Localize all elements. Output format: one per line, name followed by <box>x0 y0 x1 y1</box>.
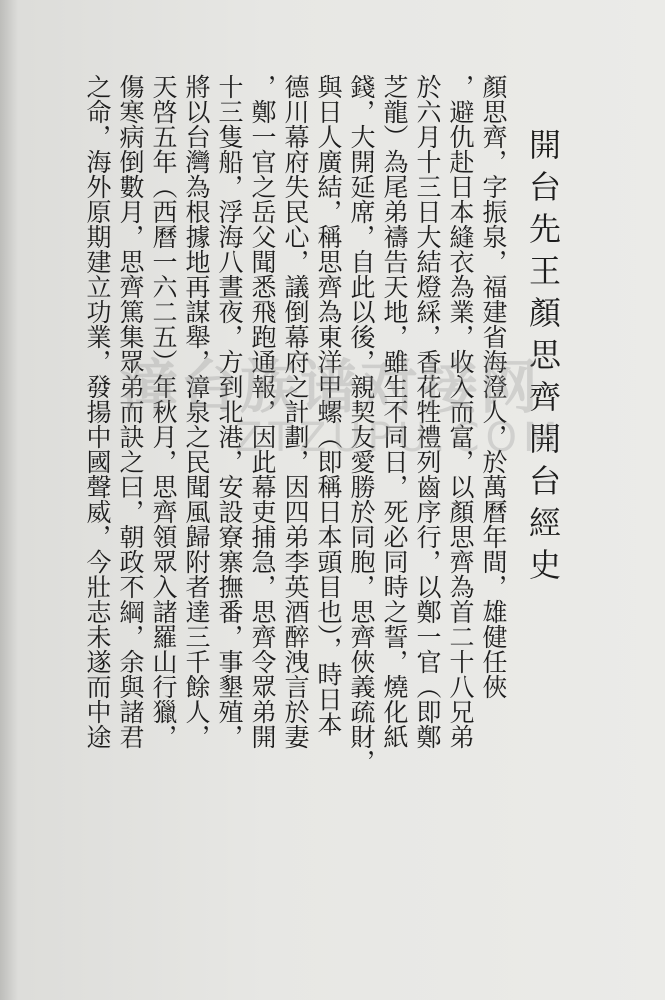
text-column-1: 顏思齊，字振泉，福建省海澄人，於萬曆年間，雄健任俠 <box>479 74 508 699</box>
text-column-12: 傷寒病倒數月，思齊篤集眾弟而訣之曰，朝政不綱，余與諸君 <box>116 74 145 749</box>
text-column-10: 將以台灣為根據地再謀舉，漳泉之民聞風歸附者達三千餘人， <box>182 74 211 749</box>
text-column-3: 於六月十三日大結燈綵，香花牲禮列齒序行，以鄭一官（即鄭 <box>413 74 442 749</box>
watermark-text: 漳台族谱对接网 <box>120 353 541 421</box>
text-column-6: 與日人廣結，稱思齊為東洋甲螺（即稱日本頭目也），時日本 <box>314 74 343 737</box>
text-column-5: 錢，大開延席，自此以後，親契友愛勝於同胞，思齊俠義疏財， <box>347 74 376 774</box>
text-column-13: 之命，海外原期建立功業，發揚中國聲威，今壯志未遂而中途 <box>83 74 112 749</box>
text-column-2: ，避仇赴日本縫衣為業，收入而富，以顏思齊為首二十八兄弟 <box>446 74 475 749</box>
text-column-9: 十三隻船，浮海八晝夜，方到北港，安設寮寨撫番，事墾殖， <box>215 74 244 749</box>
document-title: 開台先王顏思齊開台經史 <box>524 128 562 590</box>
text-column-11: 天啓五年（西曆一六二五）年秋月，思齊領眾入諸羅山行獵， <box>149 74 178 749</box>
watermark-url: ZTZUPU.COM <box>235 415 564 461</box>
text-column-8: ，鄭一官之岳父聞悉飛跑通報，因此幕吏捕急，思齊令眾弟開 <box>248 74 277 749</box>
page-gutter-shadow <box>0 0 18 1000</box>
text-column-7: 德川幕府失民心，議倒幕府之計劃，因四弟李英酒醉洩言於妻 <box>281 74 310 749</box>
text-column-4: 芝龍）為尾弟禱告天地，雖生不同日，死必同時之誓，燒化紙 <box>380 74 409 749</box>
